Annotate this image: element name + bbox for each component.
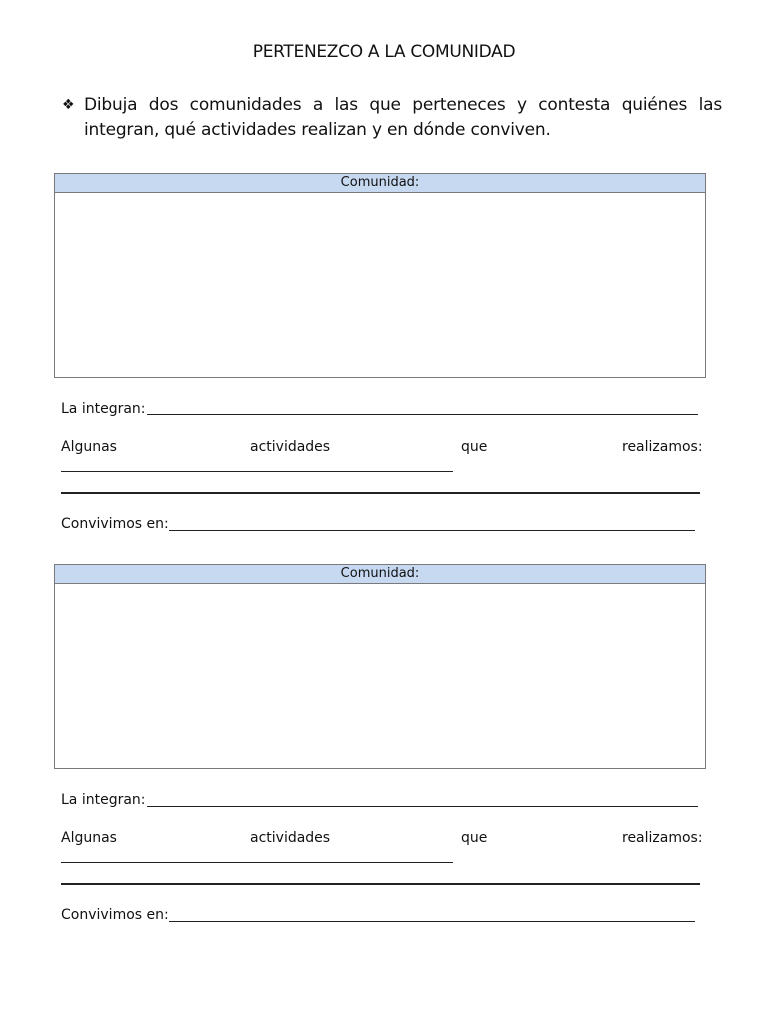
actividades-word: actividades	[250, 439, 331, 455]
integran-label: La integran:	[61, 401, 146, 417]
actividades-word: Algunas	[61, 830, 117, 846]
instruction-text: Dibuja dos comunidades a las que perteneces y contesta quiénes las integran, qué actividades realizan y en dónde conviven.	[84, 95, 722, 140]
actividades-word: que	[461, 830, 488, 846]
drawing-area[interactable]	[55, 193, 705, 379]
diamond-bullet-icon: ❖	[62, 97, 75, 113]
community-header: Comunidad:	[55, 174, 705, 193]
page-title: PERTENEZCO A LA COMUNIDAD	[252, 42, 516, 62]
actividades-word: que	[461, 439, 488, 455]
integran-answer-line[interactable]	[147, 806, 698, 807]
community-header: Comunidad:	[55, 565, 705, 584]
actividades-word: Algunas	[61, 439, 117, 455]
actividades-answer-line[interactable]	[61, 471, 453, 472]
drawing-area[interactable]	[55, 584, 705, 770]
actividades-answer-line[interactable]	[61, 862, 453, 863]
convivimos-label: Convivimos en:	[61, 516, 169, 532]
community-box-2	[54, 564, 706, 769]
actividades-word: realizamos:	[622, 439, 703, 455]
convivimos-answer-line[interactable]	[169, 530, 695, 531]
integran-label: La integran:	[61, 792, 146, 808]
convivimos-answer-line[interactable]	[169, 921, 695, 922]
actividades-answer-line[interactable]	[61, 492, 700, 494]
actividades-word: actividades	[250, 830, 331, 846]
integran-answer-line[interactable]	[147, 414, 698, 415]
community-box-1	[54, 173, 706, 378]
instruction	[62, 93, 722, 143]
actividades-answer-line[interactable]	[61, 883, 700, 885]
actividades-word: realizamos:	[622, 830, 703, 846]
convivimos-label: Convivimos en:	[61, 907, 169, 923]
